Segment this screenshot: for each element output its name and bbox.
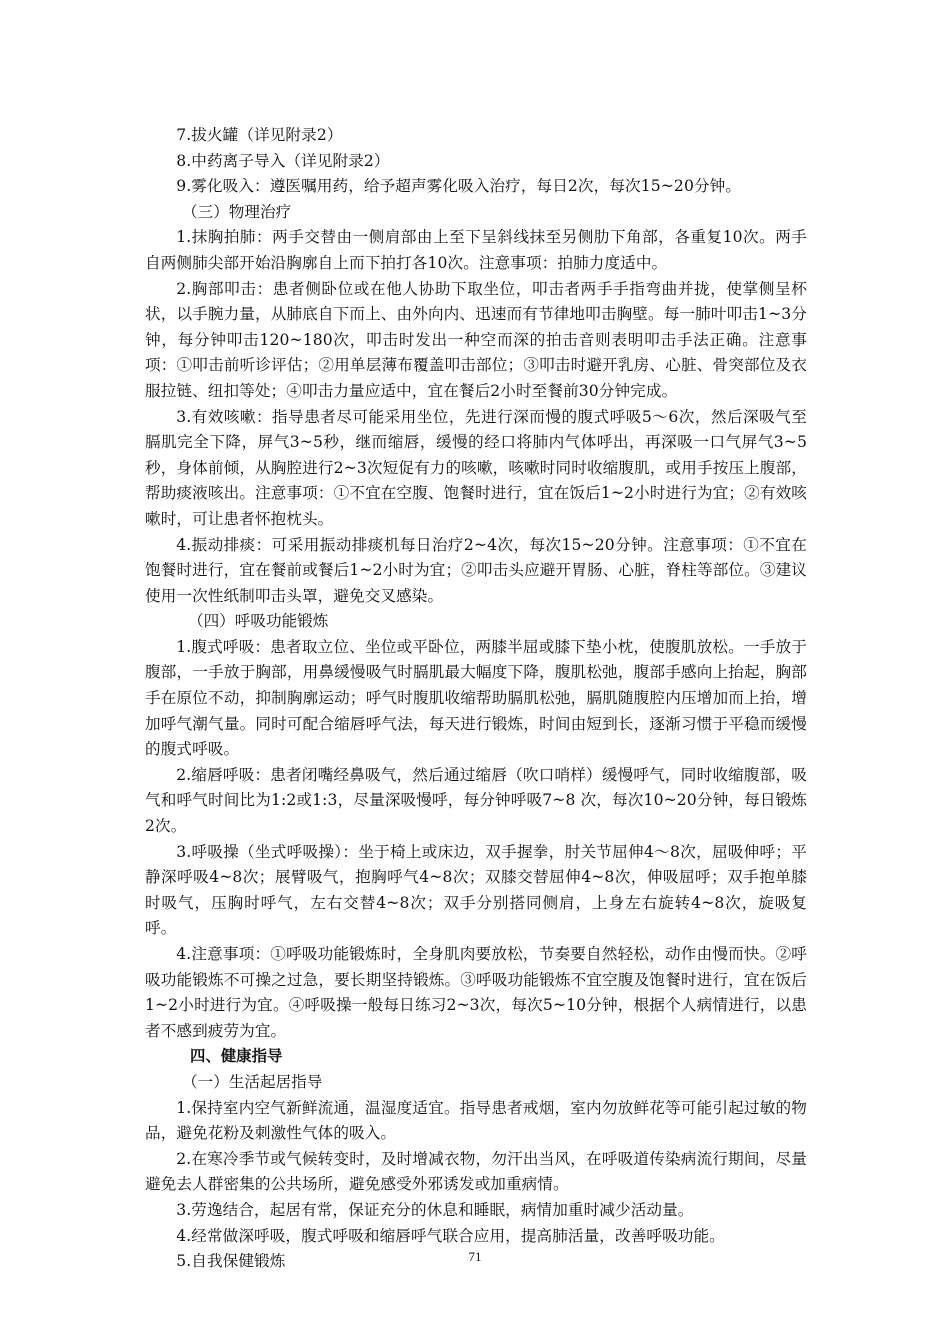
paragraph: 1.抹胸拍肺：两手交替由一侧肩部由上至下呈斜线抹至另侧肋下角部，各重复10次。两手自两侧肺尖部开始沿胸廓自上而下拍打各10次。注意事项：拍肺力度适中。 [145, 228, 807, 272]
page-number: 71 [468, 1249, 482, 1264]
paragraph: 4.注意事项：①呼吸功能锻炼时，全身肌肉要放松，节奏要自然轻松，动作由慢而快。②呼吸功能锻炼不可操之过急，要长期坚持锻炼。③呼吸功能锻炼不宜空腹及饱餐时进行，宜在饭后1~2小时进行为宜。④呼吸操一般每日练习2~3次，每次5~10分钟，根据个人病情进行，以患者不感到疲劳为宜。 [145, 945, 807, 1040]
paragraph: 1.保持室内空气新鲜流通，温湿度适宜。指导患者戒烟，室内勿放鲜花等可能引起过敏的物品，避免花粉及刺激性气体的吸入。 [145, 1098, 807, 1143]
paragraph: 2.缩唇呼吸：患者闭嘴经鼻吸气，然后通过缩唇（吹口哨样）缓慢呼气，同时收缩腹部，吸气和呼气时间比为1:2或1:3，尽量深吸慢呼，每分钟呼吸7~8 次，每次10~20分钟，每日锻炼2次。 [145, 765, 807, 836]
section-title-daily-life: （一）生活起居指导 [182, 1072, 323, 1091]
paragraph: 2.胸部叩击：患者侧卧位或在他人协助下取坐位，叩击者两手手指弯曲并拢，使掌侧呈杯状，以手腕力量，从肺底自下而上、由外向内、迅速而有节律地叩击胸壁。每一肺叶叩击1~3分钟，每分钟叩击120~180次，叩击时发出一种空而深的拍击音则表明叩击手法正确。注意事项：①叩击前听诊评估；②用单层薄布覆盖叩击部位；③叩击时避开乳房、心脏、骨突部位及衣服拉链、纽扣等处；④叩击力量应适中，宜在餐后2小时至餐前30分钟完成。 [145, 279, 807, 400]
paragraph: 1.腹式呼吸：患者取立位、坐位或平卧位，两膝半屈或膝下垫小枕，使腹肌放松。一手放于腹部，一手放于胸部，用鼻缓慢吸气时膈肌最大幅度下降，腹肌松弛，腹部手感向上抬起，胸部手在原位不动，抑制胸廓运动；呼气时腹肌收缩帮助膈肌松弛，膈肌随腹腔内压增加而上抬，增加呼气潮气量。同时可配合缩唇呼气法，每天进行锻炼，时间由短到长，逐渐习惯于平稳而缓慢的腹式呼吸。 [145, 637, 807, 759]
paragraph: 3.有效咳嗽：指导患者尽可能采用坐位，先进行深而慢的腹式呼吸5～6次，然后深吸气至膈肌完全下降，屏气3~5秒，继而缩唇，缓慢的经口将肺内气体呼出，再深吸一口气屏气3~5秒，身体前倾，从胸腔进行2~3次短促有力的咳嗽，咳嗽时同时收缩腹肌，或用手按压上腹部，帮助痰液咳出。注意事项：①不宜在空腹、饱餐时进行，宜在饭后1~2小时进行为宜；②有效咳嗽时，可让患者怀抱枕头。 [145, 407, 807, 528]
paragraph: 3.劳逸结合，起居有常，保证充分的休息和睡眠，病情加重时减少活动量。 [176, 1200, 694, 1219]
paragraph: 4.经常做深呼吸，腹式呼吸和缩唇呼气联合应用，提高肺活量，改善呼吸功能。 [176, 1226, 725, 1245]
paragraph: 5.自我保健锻炼 [176, 1252, 286, 1271]
list-item: 7.拔火罐（详见附录2） [176, 126, 343, 144]
paragraph: 3.呼吸操（坐式呼吸操）：坐于椅上或床边，双手握拳，肘关节屈伸4～8次，屈吸伸呼；平静深呼吸4~8次；展臂吸气，抱胸呼气4~8次；双膝交替屈伸4~8次，伸吸屈呼；双手抱单膝时吸气，压胸时呼气，左右交替4~8次；双手分别搭同侧肩，上身左右旋转4~8次，旋吸复呼。 [145, 842, 807, 938]
section-title-physical-therapy: （三）物理治疗 [182, 202, 292, 221]
page-content [145, 123, 807, 1275]
list-item: 8.中药离子导入（详见附录2） [176, 151, 390, 170]
paragraph: 2.在寒冷季节或气候转变时，及时增减衣物，勿汗出当风，在呼吸道传染病流行期间，尽量避免去人群密集的公共场所，避免感受外邪诱发或加重病情。 [145, 1149, 807, 1194]
chapter-heading-health-guidance: 四、健康指导 [190, 1047, 283, 1066]
paragraph: 4.振动排痰：可采用振动排痰机每日治疗2~4次，每次15~20分钟。注意事项：①不宜在饱餐时进行，宜在餐前或餐后1~2小时为宜；②叩击头应避开胃肠、心脏，脊柱等部位。③建议使用一次性纸制叩击头罩，避免交叉感染。 [145, 535, 807, 605]
list-item: 9.雾化吸入：遵医嘱用药，给予超声雾化吸入治疗，每日2次，每次15~20分钟。 [176, 177, 742, 196]
section-title-breathing-exercise: （四）呼吸功能锻炼 [188, 612, 329, 631]
